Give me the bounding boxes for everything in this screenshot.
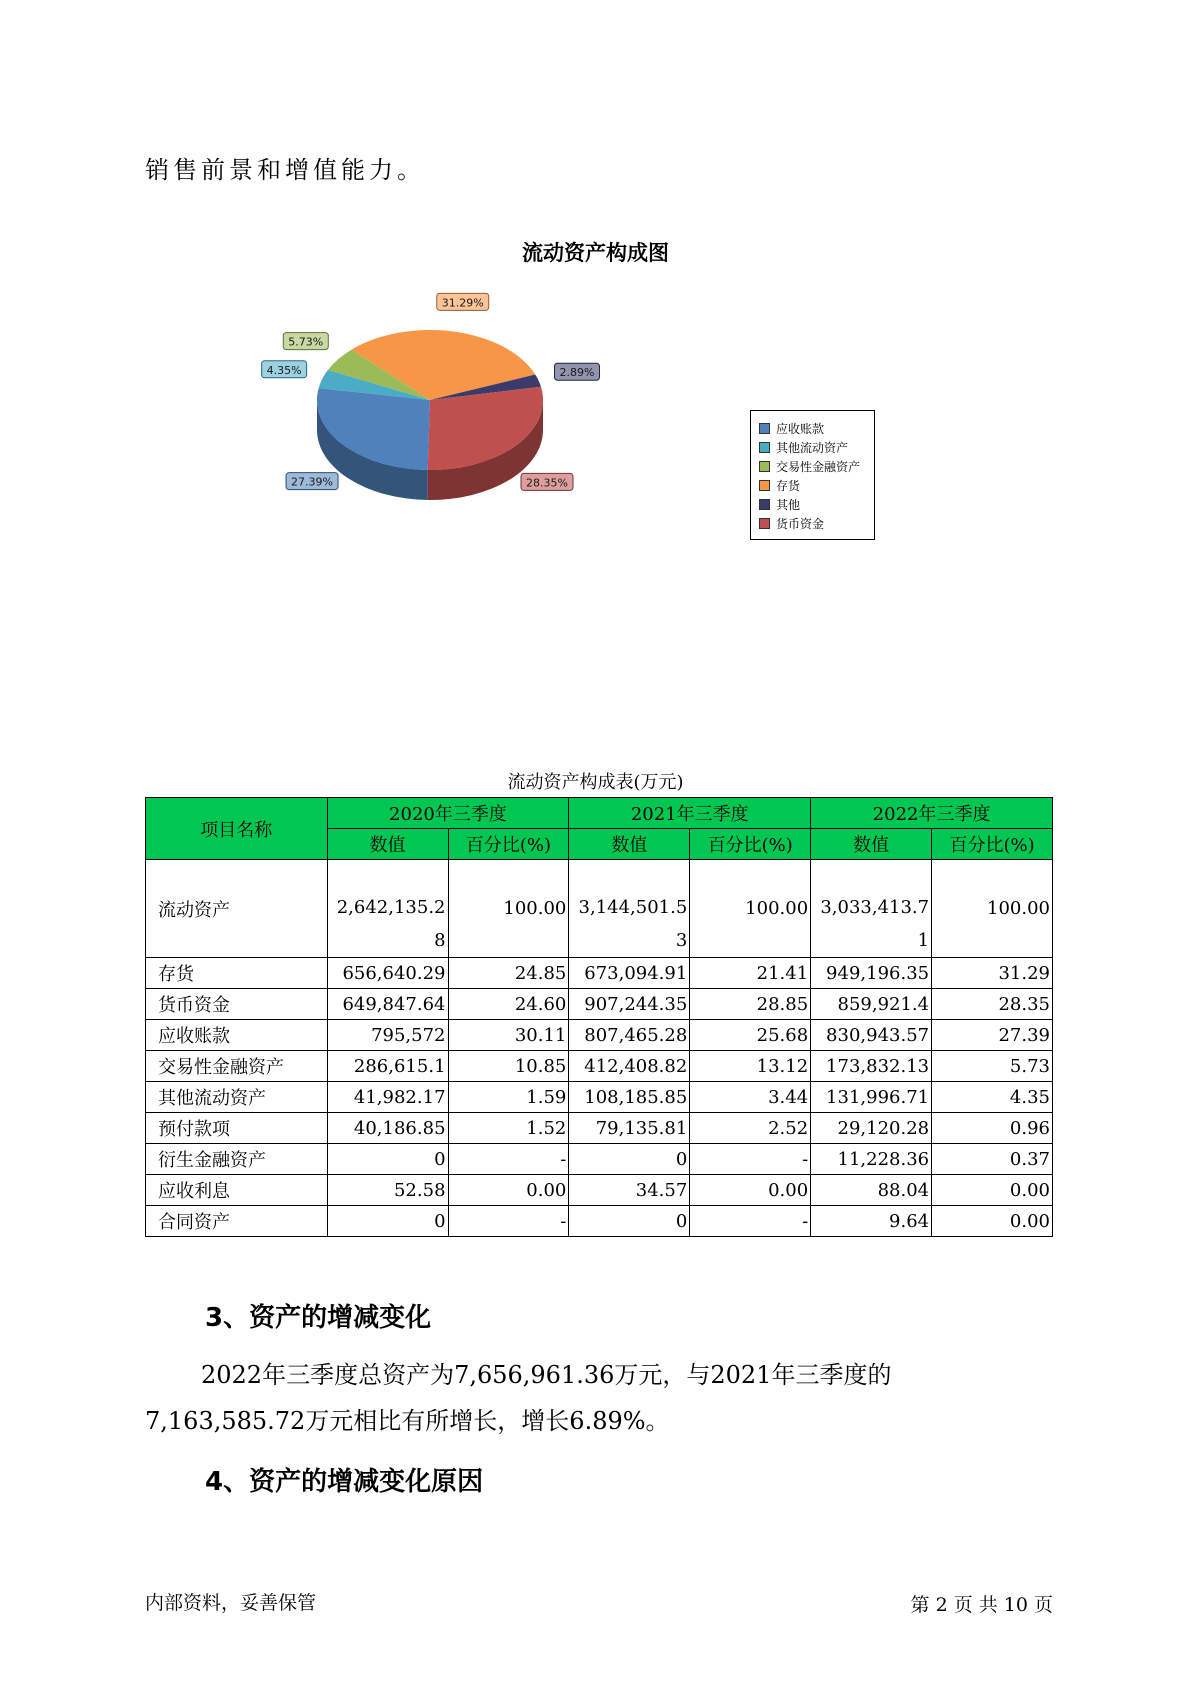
value-cell: 656,640.29 bbox=[327, 958, 448, 989]
legend-label: 应收账款 bbox=[776, 422, 825, 436]
row-label: 合同资产 bbox=[146, 1206, 328, 1237]
col-header-period: 2022年三季度 bbox=[811, 798, 1053, 829]
legend-item bbox=[751, 419, 874, 438]
percent-cell: 10.85 bbox=[448, 1051, 569, 1082]
percent-cell: 28.35 bbox=[932, 989, 1053, 1020]
value-cell: 830,943.57 bbox=[811, 1020, 932, 1051]
percent-cell: 100.00 bbox=[690, 860, 811, 958]
percent-cell: 21.41 bbox=[690, 958, 811, 989]
percent-cell: 13.12 bbox=[690, 1051, 811, 1082]
col-header-period: 2020年三季度 bbox=[327, 798, 569, 829]
value-cell: 412,408.82 bbox=[569, 1051, 690, 1082]
value-cell: 949,196.35 bbox=[811, 958, 932, 989]
value-text: 3,144,501.53 bbox=[578, 897, 688, 951]
percent-cell: - bbox=[448, 1144, 569, 1175]
value-cell: 88.04 bbox=[811, 1175, 932, 1206]
chart-title: 流动资产构成图 bbox=[522, 241, 669, 265]
sub-header-value: 数值 bbox=[569, 829, 690, 860]
legend-label: 交易性金融资产 bbox=[776, 460, 861, 474]
value-cell bbox=[811, 860, 932, 958]
value-cell: 40,186.85 bbox=[327, 1113, 448, 1144]
percent-cell: 28.85 bbox=[690, 989, 811, 1020]
sub-header-value: 数值 bbox=[327, 829, 448, 860]
row-label: 其他流动资产 bbox=[146, 1082, 328, 1113]
legend-item bbox=[751, 457, 874, 476]
legend-item bbox=[751, 476, 874, 495]
row-label: 预付款项 bbox=[146, 1113, 328, 1144]
legend-swatch bbox=[759, 442, 770, 453]
value-cell: 907,244.35 bbox=[569, 989, 690, 1020]
data-label-text: 4.35% bbox=[266, 363, 302, 377]
table-row bbox=[146, 860, 1053, 958]
value-cell: 0 bbox=[327, 1144, 448, 1175]
value-cell: 29,120.28 bbox=[811, 1113, 932, 1144]
value-cell: 807,465.28 bbox=[569, 1020, 690, 1051]
value-cell: 11,228.36 bbox=[811, 1144, 932, 1175]
percent-cell: 100.00 bbox=[448, 860, 569, 958]
sub-header-pct: 百分比(%) bbox=[448, 829, 569, 860]
row-label: 存货 bbox=[146, 958, 328, 989]
percent-cell: 0.00 bbox=[690, 1175, 811, 1206]
row-label: 货币资金 bbox=[146, 989, 328, 1020]
percent-cell: 2.52 bbox=[690, 1113, 811, 1144]
table-row bbox=[146, 1020, 1053, 1051]
data-label-text: 31.29% bbox=[441, 296, 484, 310]
data-label-text: 27.39% bbox=[291, 475, 334, 489]
value-text: 2,642,135.28 bbox=[336, 897, 446, 951]
sub-header-value: 数值 bbox=[811, 829, 932, 860]
section-heading: 4、资产的增减变化原因 bbox=[205, 1467, 484, 1497]
value-cell bbox=[569, 860, 690, 958]
value-cell: 9.64 bbox=[811, 1206, 932, 1237]
percent-cell: 24.85 bbox=[448, 958, 569, 989]
data-label bbox=[554, 363, 599, 380]
row-label: 应收账款 bbox=[146, 1020, 328, 1051]
data-label-text: 5.73% bbox=[288, 335, 324, 349]
legend-label: 其他流动资产 bbox=[776, 441, 849, 455]
footer-page-number: 第 2 页 共 10 页 bbox=[910, 1594, 1053, 1616]
percent-cell: 0.96 bbox=[932, 1113, 1053, 1144]
value-cell: 34.57 bbox=[569, 1175, 690, 1206]
table-row bbox=[146, 1206, 1053, 1237]
value-cell: 673,094.91 bbox=[569, 958, 690, 989]
table-row bbox=[146, 1144, 1053, 1175]
percent-cell: 5.73 bbox=[932, 1051, 1053, 1082]
current-assets-table bbox=[145, 797, 1053, 1237]
table-row bbox=[146, 958, 1053, 989]
intro-text: 销售前景和增值能力。 bbox=[145, 156, 425, 184]
value-text: 3,033,413.71 bbox=[820, 897, 930, 951]
percent-cell: 1.59 bbox=[448, 1082, 569, 1113]
percent-cell: 1.52 bbox=[448, 1113, 569, 1144]
legend-swatch bbox=[759, 518, 770, 529]
footer-confidential: 内部资料，妥善保管 bbox=[145, 1592, 317, 1614]
value-cell: 0 bbox=[327, 1206, 448, 1237]
col-header-period: 2021年三季度 bbox=[569, 798, 811, 829]
legend-item bbox=[751, 438, 874, 457]
data-label bbox=[283, 333, 328, 350]
percent-cell: 24.60 bbox=[448, 989, 569, 1020]
table-row bbox=[146, 1113, 1053, 1144]
col-header-item: 项目名称 bbox=[146, 798, 328, 860]
percent-cell: 4.35 bbox=[932, 1082, 1053, 1113]
legend-label: 货币资金 bbox=[776, 517, 825, 531]
percent-cell: 0.00 bbox=[932, 1175, 1053, 1206]
row-label: 交易性金融资产 bbox=[146, 1051, 328, 1082]
value-cell bbox=[327, 860, 448, 958]
row-label: 流动资产 bbox=[146, 860, 328, 958]
table-row bbox=[146, 1175, 1053, 1206]
legend-label: 存货 bbox=[776, 479, 801, 493]
percent-cell: 30.11 bbox=[448, 1020, 569, 1051]
sub-header-pct: 百分比(%) bbox=[932, 829, 1053, 860]
percent-cell: 27.39 bbox=[932, 1020, 1053, 1051]
value-cell: 0 bbox=[569, 1206, 690, 1237]
data-label bbox=[262, 361, 307, 378]
table-row bbox=[146, 1051, 1053, 1082]
value-cell: 52.58 bbox=[327, 1175, 448, 1206]
legend-item bbox=[751, 514, 874, 533]
percent-cell: 0.37 bbox=[932, 1144, 1053, 1175]
legend-swatch bbox=[759, 423, 770, 434]
data-label bbox=[521, 473, 573, 490]
row-label: 衍生金融资产 bbox=[146, 1144, 328, 1175]
percent-cell: - bbox=[448, 1206, 569, 1237]
chart-legend bbox=[750, 410, 875, 540]
paragraph: 7,163,585.72万元相比有所增长，增长6.89%。 bbox=[145, 1407, 670, 1435]
section-heading: 3、资产的增减变化 bbox=[205, 1303, 432, 1333]
row-label: 应收利息 bbox=[146, 1175, 328, 1206]
paragraph: 2022年三季度总资产为7,656,961.36万元，与2021年三季度的 bbox=[201, 1361, 892, 1389]
value-cell: 79,135.81 bbox=[569, 1113, 690, 1144]
percent-cell: - bbox=[690, 1206, 811, 1237]
table-caption: 流动资产构成表(万元) bbox=[507, 772, 684, 793]
percent-cell: 3.44 bbox=[690, 1082, 811, 1113]
data-label-text: 28.35% bbox=[526, 476, 568, 490]
value-cell: 286,615.1 bbox=[327, 1051, 448, 1082]
legend-label: 其他 bbox=[776, 498, 801, 512]
value-cell: 41,982.17 bbox=[327, 1082, 448, 1113]
value-cell: 173,832.13 bbox=[811, 1051, 932, 1082]
percent-cell: 0.00 bbox=[932, 1206, 1053, 1237]
percent-cell: 100.00 bbox=[932, 860, 1053, 958]
data-label-text: 2.89% bbox=[559, 366, 595, 380]
value-cell: 0 bbox=[569, 1144, 690, 1175]
data-label bbox=[286, 473, 338, 490]
table-row bbox=[146, 1082, 1053, 1113]
legend-swatch bbox=[759, 461, 770, 472]
data-label bbox=[437, 293, 489, 310]
value-cell: 795,572 bbox=[327, 1020, 448, 1051]
sub-header-pct: 百分比(%) bbox=[690, 829, 811, 860]
percent-cell: - bbox=[690, 1144, 811, 1175]
value-cell: 649,847.64 bbox=[327, 989, 448, 1020]
value-cell: 108,185.85 bbox=[569, 1082, 690, 1113]
legend-item bbox=[751, 495, 874, 514]
percent-cell: 31.29 bbox=[932, 958, 1053, 989]
legend-swatch bbox=[759, 499, 770, 510]
table-row bbox=[146, 989, 1053, 1020]
percent-cell: 0.00 bbox=[448, 1175, 569, 1206]
percent-cell: 25.68 bbox=[690, 1020, 811, 1051]
value-cell: 131,996.71 bbox=[811, 1082, 932, 1113]
legend-swatch bbox=[759, 480, 770, 491]
pie-chart bbox=[230, 290, 650, 550]
value-cell: 859,921.4 bbox=[811, 989, 932, 1020]
